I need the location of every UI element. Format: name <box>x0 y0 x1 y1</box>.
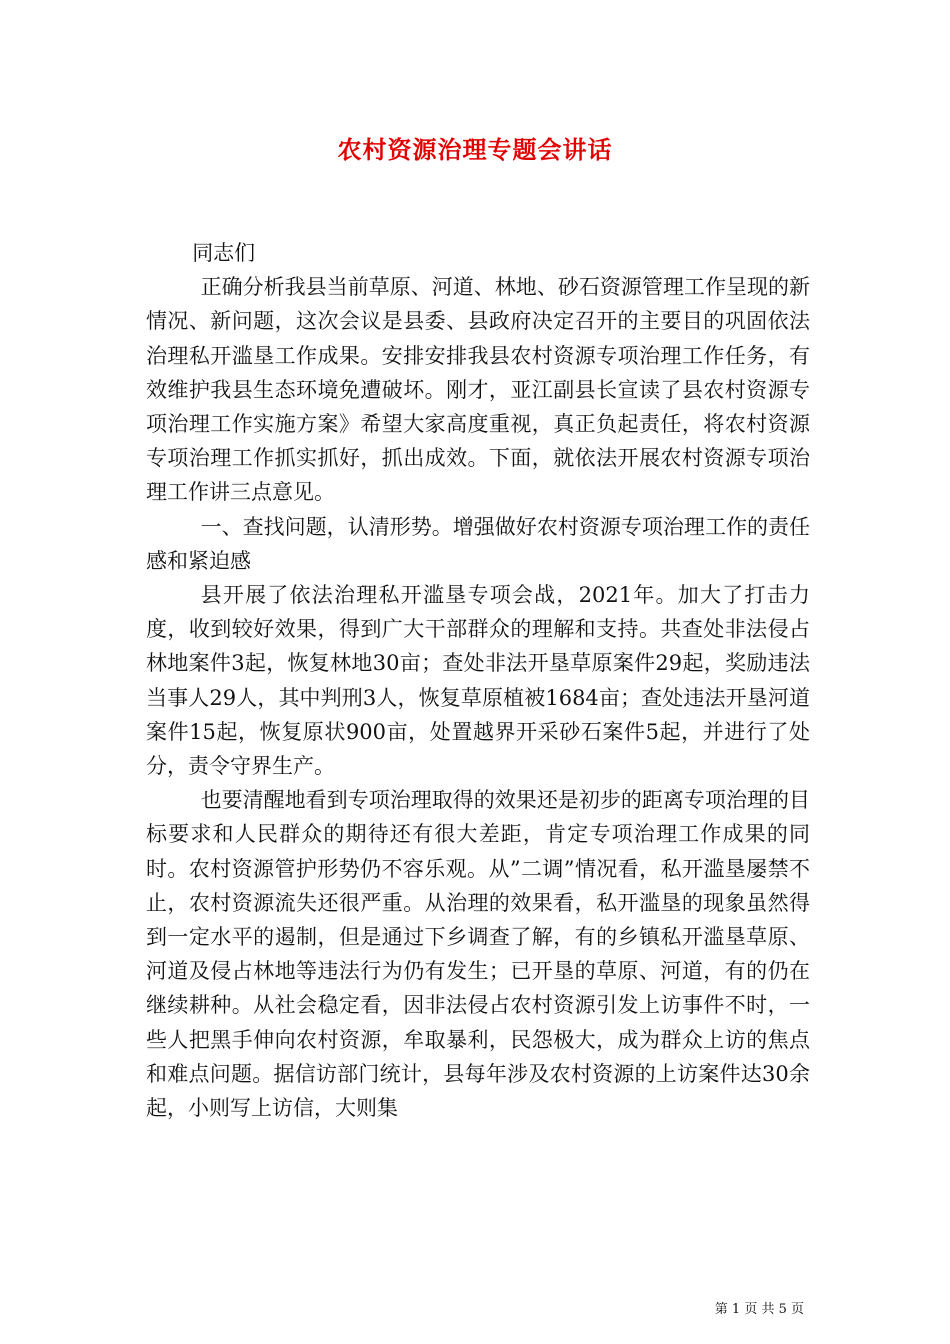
paragraph-results: 县开展了依法治理私开滥垦专项会战，2021年。加大了打击力度，收到较好效果，得到广大干部群众的理解和支持。共查处非法侵占林地案件3起，恢复林地30亩；查处非法开垦草原案件29起，奖励违法当事人29人，其中判刑3人，恢复草原植被1684亩；查处违法开垦河道案件15起，恢复原状900亩，处置越界开采砂石案件5起，并进行了处分，责令守界生产。 <box>146 583 810 779</box>
paragraph-problems: 也要清醒地看到专项治理取得的效果还是初步的距离专项治理的目标要求和人民群众的期待还有很大差距，肯定专项治理工作成果的同时。农村资源管护形势仍不容乐观。从”二调”情况看，私开滥垦屡禁不止，农村资源流失还很严重。从治理的效果看，私开滥垦的现象虽然得到一定水平的遏制，但是通过下乡调查了解，有的乡镇私开滥垦草原、河道及侵占林地等违法行为仍有发生；已开垦的草原、河道，有的仍在继续耕种。从社会稳定看，因非法侵占农村资源引发上访事件不时，一些人把黑手伸向农村资源，牟取暴利，民怨极大，成为群众上访的焦点和难点问题。据信访部门统计，县每年涉及农村资源的上访案件达30余起，小则写上访信，大则集 <box>146 788 810 1121</box>
paragraph-section-heading: 一、查找问题，认清形势。增强做好农村资源专项治理工作的责任感和紧迫感 <box>146 514 810 573</box>
document-title: 农村资源治理专题会讲话 <box>337 135 613 164</box>
salutation: 同志们 <box>192 241 256 265</box>
page-number-footer: 第 1 页 共 5 页 <box>714 1302 804 1317</box>
document-body <box>146 236 810 1125</box>
paragraph-intro: 正确分析我县当前草原、河道、林地、砂石资源管理工作呈现的新情况、新问题，这次会议是县委、县政府决定召开的主要目的巩固依法治理私开滥垦工作成果。安排安排我县农村资源专项治理工作任务，有效维护我县生态环境免遭破坏。刚才，亚江副县长宣读了县农村资源专项治理工作实施方案》希望大家高度重视，真正负起责任，将农村资源专项治理工作抓实抓好，抓出成效。下面，就依法开展农村资源专项治理工作讲三点意见。 <box>146 275 810 505</box>
